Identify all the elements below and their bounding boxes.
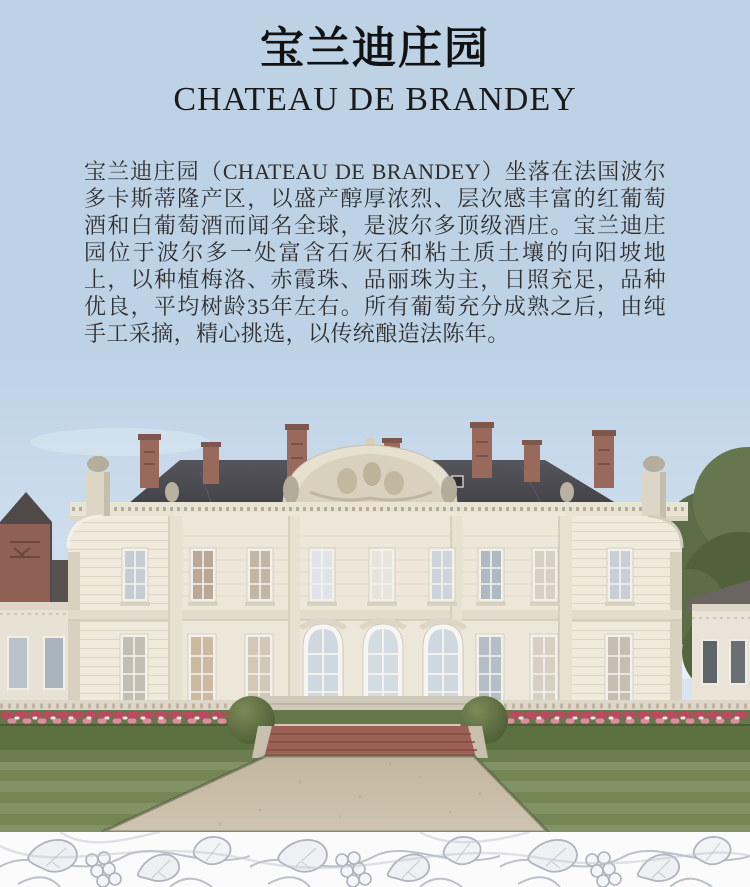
- estate-name-english: CHATEAU DE BRANDEY: [173, 81, 577, 118]
- intro-section: [84, 158, 666, 347]
- floral-pattern-strip: [0, 832, 750, 887]
- upper-windows: [120, 548, 635, 606]
- intro-paragraph: 宝兰迪庄园（CHATEAU DE BRANDEY）坐落在法国波尔多卡斯蒂隆产区，以盛产醇厚浓烈、层次感丰富的红葡萄酒和白葡萄酒而闻名全球，是波尔多顶级酒庄。宝兰迪庄园位于波尔多一处富含石灰石和粘土质土壤的向阳坡地上，以种植梅洛、赤霞珠、品丽珠为主，日照充足，品种优良，平均树龄35年左右。所有葡萄充分成熟之后，由纯手工采摘，精心挑选，以传统酿造法陈年。: [84, 159, 666, 346]
- grapevine-pattern: [0, 832, 750, 887]
- brick-steps: [252, 726, 488, 758]
- garden: [0, 696, 750, 832]
- hero-header: [0, 0, 750, 352]
- flower-border: [0, 710, 750, 724]
- estate-name-chinese: 宝兰迪庄园: [260, 24, 490, 73]
- chateau-exterior-photo: [0, 352, 750, 832]
- right-annex-building: [686, 580, 750, 712]
